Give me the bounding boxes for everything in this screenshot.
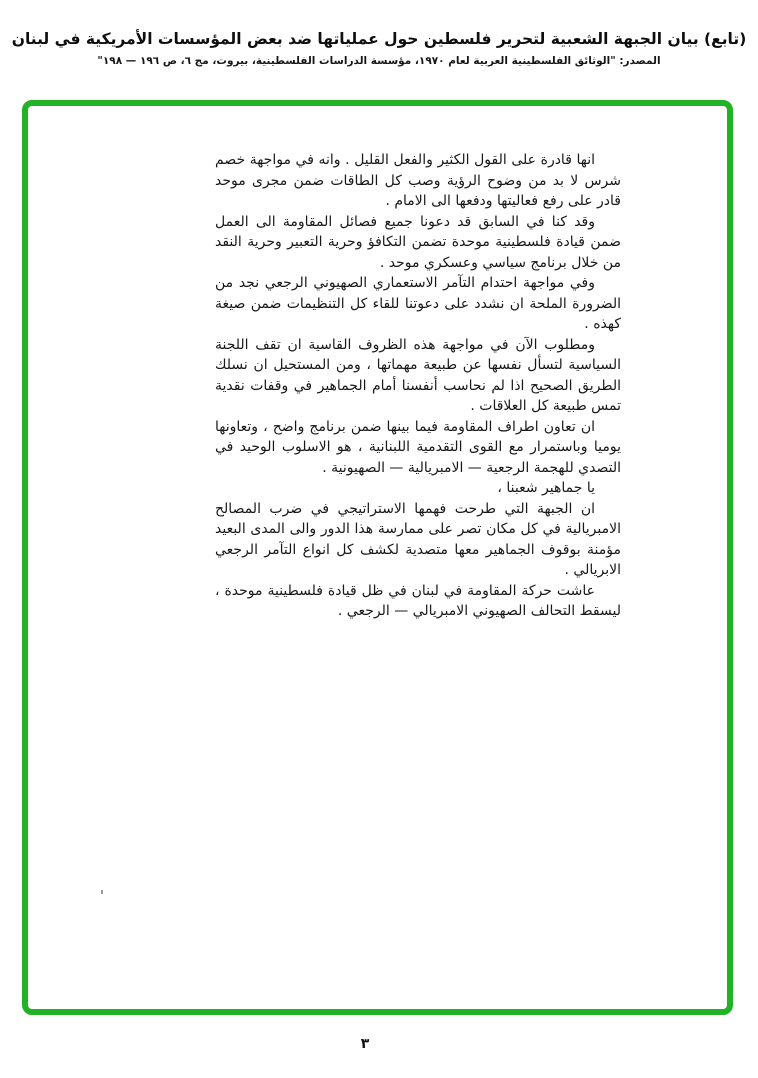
paragraph: وقد كنا في السابق قد دعونا جميع فصائل المقاومة الى العمل ضمن قيادة فلسطينية موحدة تضمن التكافؤ وحرية التعبير وحرية النقد من خلال برنامج سياسي وعسكري موحد . [215,213,621,271]
paragraph: انها قادرة على القول الكثير والفعل القليل . وانه في مواجهة خصم شرس لا بد من وضوح الرؤية وصب كل الطاقات ضمن مجرى موحد قادر على رفع فعاليتها ودفعها الى الامام . [215,152,621,209]
document-title: (تابع) بيان الجبهة الشعبية لتحرير فلسطين حول عملياتها ضد بعض المؤسسات الأمريكية في لبنان [11,30,747,48]
document-body [215,150,621,622]
paragraph: وفي مواجهة احتدام التآمر الاستعماري الصهيوني الرجعي نجد من الضرورة الملحة ان نشدد على دعوتنا للقاء كل التنظيمات ضمن صيغة كهذه . [215,275,621,332]
paragraph: ان تعاون اطراف المقاومة فيما بينها ضمن برنامج واضح ، وتعاونها يوميا وباستمرار مع القوى التقدمية اللبنانية ، هو الاسلوب الوحيد في التصدي للهجمة الرجعية — الامبريالية — الصهيونية . [215,418,621,476]
paragraph: ومطلوب الآن في مواجهة هذه الظروف القاسية ان تقف اللجنة السياسية لتسأل نفسها عن طبيعة مهماتها ، ومن المستحيل ان نسلك الطريق الصحيح اذا لم نحاسب أنفسنا أمام الجماهير في وقفات نقدية تمس طبيعة كل العلاقات . [215,336,621,414]
source-citation: المصدر: "الوثائق الفلسطينية العربية لعام ١٩٧٠، مؤسسة الدراسات الفلسطينية، بيروت، مج ٦، ص ١٩٦ — ١٩٨" [97,55,661,67]
scan-speck [101,890,103,894]
document-header [0,28,758,67]
page-number: ٣ [360,1036,370,1052]
paragraph: يا جماهير شعبنا ، [497,480,595,496]
paragraph: ان الجبهة التي طرحت فهمها الاستراتيجي في ضرب المصالح الامبريالية في كل مكان تصر على ممارسة هذا الدور والى المدى البعيد مؤمنة بوقوف الجماهير معها متصدية لكشف كل انواع التآمر الرجعي الابريالي . [215,500,621,578]
paragraph: عاشت حركة المقاومة في لبنان في ظل قيادة فلسطينية موحدة ، ليسقط التحالف الصهيوني الامبريالي — الرجعي . [215,582,621,619]
